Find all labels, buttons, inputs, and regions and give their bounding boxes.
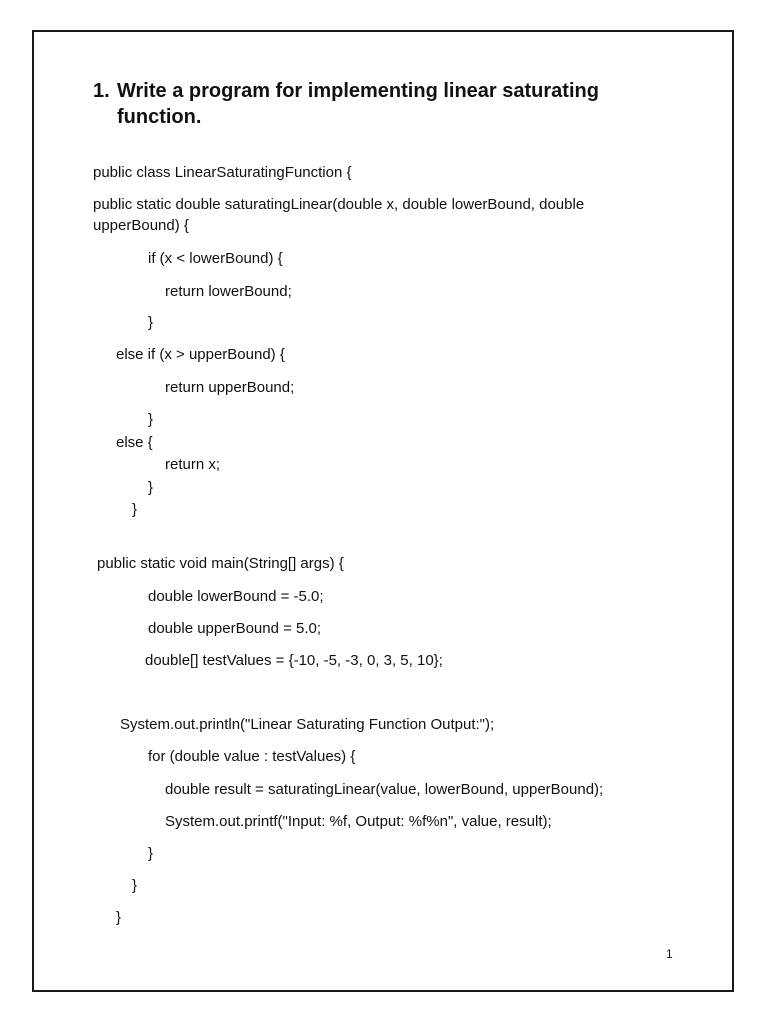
code-line-test-values: double[] testValues = {-10, -5, -3, 0, 3, 5, 10}; — [145, 652, 443, 669]
page-number: 1 — [666, 947, 673, 961]
code-line-upper-bound: double upperBound = 5.0; — [148, 620, 322, 637]
code-line-close-else-if: } — [148, 411, 154, 428]
code-line-method-decl-cont: upperBound) { — [93, 217, 189, 234]
code-line-printf: System.out.printf("Input: %f, Output: %f%n", value, result); — [165, 813, 552, 830]
code-line-else-if: else if (x > upperBound) { — [116, 346, 285, 363]
code-line-println: System.out.println("Linear Saturating Function Output:"); — [120, 716, 495, 733]
code-line-close-if: } — [148, 314, 154, 331]
question-number: 1. — [93, 80, 110, 102]
code-line-else: else { — [116, 434, 153, 451]
code-line-return-x: return x; — [165, 456, 221, 473]
code-line-return-lower: return lowerBound; — [165, 283, 292, 300]
question-text-line-1: Write a program for implementing linear saturating — [117, 80, 599, 102]
code-line-close-main: } — [132, 877, 138, 894]
code-line-return-upper: return upperBound; — [165, 379, 295, 396]
code-line-close-class: } — [116, 909, 122, 926]
code-line-lower-bound: double lowerBound = -5.0; — [148, 588, 324, 605]
code-line-close-for: } — [148, 845, 154, 862]
question-text-line-2: function. — [117, 106, 202, 128]
code-line-class-decl: public class LinearSaturatingFunction { — [93, 164, 352, 181]
code-line-if: if (x < lowerBound) { — [148, 250, 283, 267]
question-heading — [93, 78, 599, 130]
code-line-method-decl: public static double saturatingLinear(double x, double lowerBound, double — [93, 196, 585, 213]
code-line-for: for (double value : testValues) { — [148, 748, 356, 765]
code-line-result: double result = saturatingLinear(value, lowerBound, upperBound); — [165, 781, 604, 798]
code-line-main-decl: public static void main(String[] args) { — [97, 555, 344, 572]
code-line-close-method: } — [132, 501, 138, 518]
code-line-close-else: } — [148, 479, 154, 496]
